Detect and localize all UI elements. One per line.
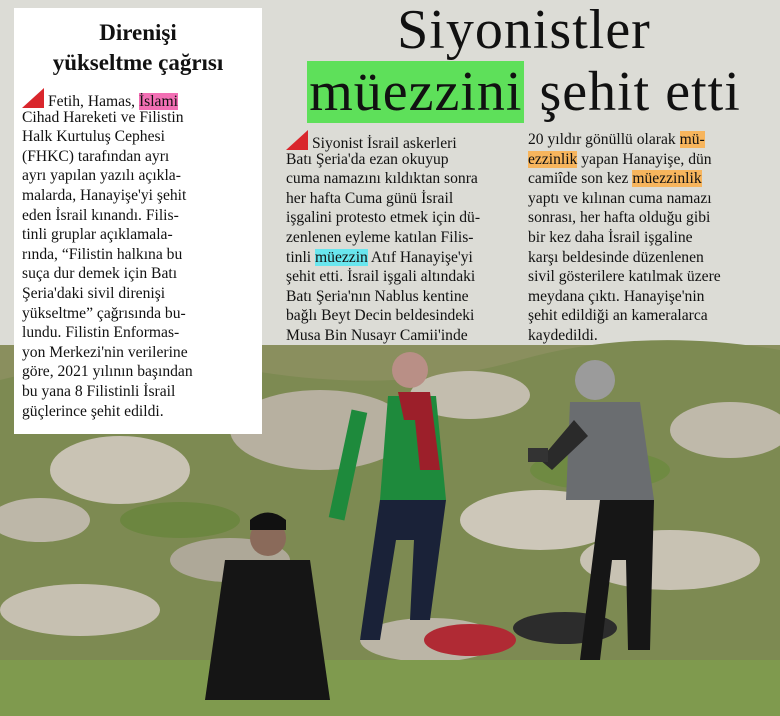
text-line bbox=[528, 130, 768, 150]
text-segment: işgalini protesto etmek için dü- bbox=[286, 209, 481, 227]
headline-line-1: Siyonistler bbox=[397, 0, 651, 61]
text-line bbox=[286, 189, 518, 209]
text-line bbox=[22, 206, 246, 226]
text-segment: Musa Bin Nusayr Camii'inde bbox=[286, 326, 468, 344]
text-segment: meydana çıktı. Hanayişe'nin bbox=[528, 287, 705, 305]
text-line bbox=[22, 264, 246, 284]
text-segment: yükseltme” çağrısında bu- bbox=[22, 304, 186, 322]
text-segment: yapan Hanayişe, dün bbox=[577, 150, 712, 168]
red-triangle-bullet-icon bbox=[286, 130, 308, 150]
text-line bbox=[528, 169, 768, 189]
text-line bbox=[22, 127, 246, 147]
text-line bbox=[286, 169, 518, 189]
text-line bbox=[22, 166, 246, 186]
text-line bbox=[286, 228, 518, 248]
text-segment: rında, “Filistin halkına bu bbox=[22, 245, 183, 263]
highlighted-word: ezzinlik bbox=[528, 150, 578, 168]
text-line bbox=[528, 326, 768, 346]
text-segment: sonrası, her hafta olduğu gibi bbox=[528, 209, 711, 227]
text-segment: güçlerince şehit edildi. bbox=[22, 402, 164, 420]
highlighted-word: müezzinlik bbox=[632, 170, 702, 188]
text-line bbox=[528, 306, 768, 326]
text-segment: Batı Şeria'nın Nablus kentine bbox=[286, 287, 469, 305]
text-segment: 20 yıldır gönüllü olarak bbox=[528, 131, 680, 148]
text-segment: suça dur demek için Batı bbox=[22, 265, 178, 283]
text-segment: şehit etti. İsrail işgali altındaki bbox=[286, 268, 476, 286]
text-segment: camiîde son kez bbox=[528, 170, 633, 188]
text-segment: Siyonist İsrail askerleri bbox=[312, 135, 457, 152]
text-line bbox=[22, 402, 246, 422]
highlighted-word: müezzin bbox=[315, 248, 368, 266]
text-segment: cuma namazını kıldıktan sonra bbox=[286, 170, 478, 188]
text-line bbox=[528, 248, 768, 268]
text-segment: bu yana 8 Filistinli İsrail bbox=[22, 382, 176, 400]
text-line bbox=[286, 208, 518, 228]
highlighted-word: mü- bbox=[679, 131, 705, 148]
text-line bbox=[286, 130, 518, 150]
text-line bbox=[22, 343, 246, 363]
article-column-1 bbox=[286, 130, 518, 346]
text-segment: Fetih, Hamas, bbox=[48, 93, 139, 110]
sidebar-title bbox=[14, 18, 262, 78]
text-line bbox=[22, 88, 246, 108]
text-segment: zenlenen eyleme katılan Filis- bbox=[286, 228, 474, 246]
text-line bbox=[22, 382, 246, 402]
text-line bbox=[22, 304, 246, 324]
text-line bbox=[22, 147, 246, 167]
sidebar-body bbox=[22, 88, 246, 421]
text-line bbox=[528, 150, 768, 170]
text-segment: kaydedildi. bbox=[528, 326, 598, 344]
text-segment: Cihad Hareketi ve Filistin bbox=[22, 108, 184, 126]
text-segment: sivil gösterilere katılmak üzere bbox=[528, 268, 721, 286]
text-segment: lundu. Filistin Enformas- bbox=[22, 324, 180, 342]
text-line bbox=[22, 186, 246, 206]
highlighted-word: İslami bbox=[138, 93, 178, 110]
headline-highlighted-word: müezzini bbox=[309, 61, 523, 123]
text-segment: (FHKC) tarafından ayrı bbox=[22, 147, 170, 165]
text-segment: yaptı ve kılınan cuma namazı bbox=[528, 189, 712, 207]
text-segment: karşı beldesinde düzenlenen bbox=[528, 248, 704, 266]
text-segment: ayrı yapılan yazılı açıkla- bbox=[22, 167, 181, 185]
text-line bbox=[286, 248, 518, 268]
text-segment: bir kez daha İsrail işgaline bbox=[528, 228, 693, 246]
sidebar-title-line-1: Direnişi bbox=[99, 20, 177, 45]
headline-line-2 bbox=[268, 62, 780, 122]
text-segment: bağlı Beyt Decin beldesindeki bbox=[286, 307, 475, 325]
text-line bbox=[286, 267, 518, 287]
text-segment: Halk Kurtuluş Cephesi bbox=[22, 128, 165, 146]
text-segment: her hafta Cuma günü İsrail bbox=[286, 189, 454, 207]
text-line bbox=[286, 287, 518, 307]
text-line bbox=[286, 326, 518, 346]
sidebar-title-line-2: yükseltme çağrısı bbox=[52, 50, 224, 75]
text-segment: göre, 2021 yılının başından bbox=[22, 363, 193, 381]
text-line bbox=[22, 362, 246, 382]
red-triangle-bullet-icon bbox=[22, 88, 44, 108]
text-line bbox=[528, 189, 768, 209]
text-segment: Atıf Hanayişe'yi bbox=[367, 248, 473, 266]
text-line bbox=[286, 150, 518, 170]
text-segment: Batı Şeria'da ezan okuyup bbox=[286, 150, 449, 168]
text-segment: malarda, Hanayişe'yi şehit bbox=[22, 186, 187, 204]
text-segment: eden İsrail kınandı. Filis- bbox=[22, 206, 179, 224]
text-line bbox=[22, 225, 246, 245]
headline-rest: şehit etti bbox=[539, 61, 741, 123]
text-line bbox=[22, 323, 246, 343]
text-segment: yon Merkezi'nin verilerine bbox=[22, 343, 188, 361]
text-segment: tinli bbox=[286, 248, 316, 266]
text-line bbox=[528, 287, 768, 307]
text-line bbox=[22, 108, 246, 128]
text-line bbox=[22, 245, 246, 265]
text-line bbox=[528, 228, 768, 248]
text-line bbox=[528, 208, 768, 228]
text-segment: şehit edildiği an kameralarca bbox=[528, 307, 708, 325]
text-line bbox=[286, 306, 518, 326]
text-line bbox=[528, 267, 768, 287]
text-segment: Şeria'daki sivil direnişi bbox=[22, 284, 166, 302]
article-column-2 bbox=[528, 130, 768, 346]
headline bbox=[268, 0, 780, 124]
text-line bbox=[22, 284, 246, 304]
text-segment: tinli gruplar açıklamala- bbox=[22, 226, 173, 244]
